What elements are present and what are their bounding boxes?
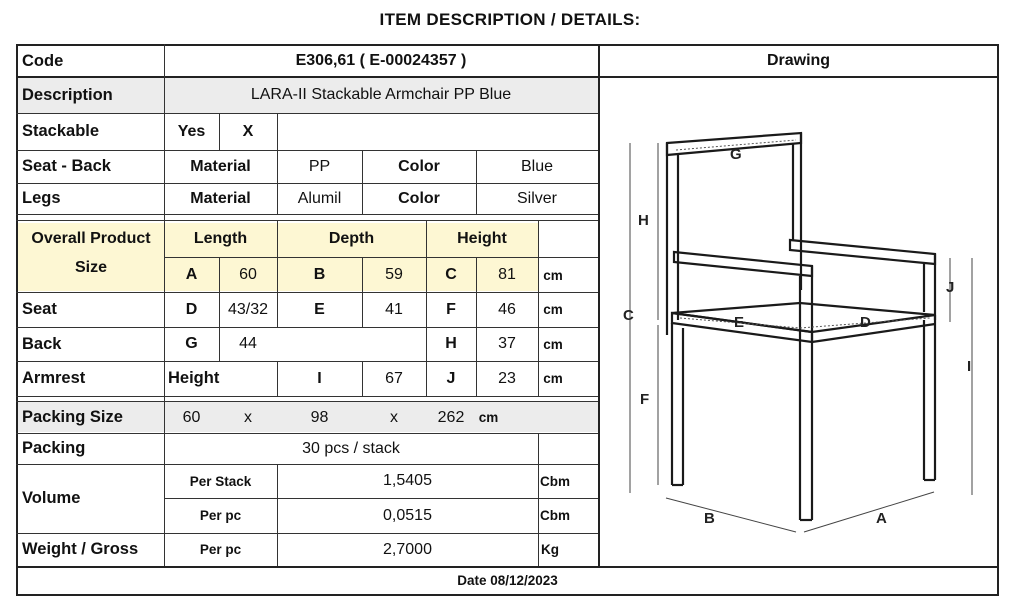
back-g-letter: G: [185, 335, 198, 352]
overall-label-1: Overall Product: [31, 230, 151, 247]
legs-material-label: Material: [190, 189, 251, 207]
seat-e-value: 41: [385, 300, 403, 318]
legs-color: Silver: [516, 189, 557, 207]
code-value: E306,61 ( E-00024357 ): [295, 52, 467, 69]
drawing-label-a: A: [876, 510, 887, 527]
volume-per-stack-unit: Cbm: [540, 473, 570, 489]
seat-back-label: Seat - Back: [22, 157, 111, 175]
dimension-b-line: [666, 498, 796, 532]
drawing-label-g: G: [730, 146, 742, 163]
overall-b-value: 59: [385, 266, 403, 283]
stackable-mark: X: [242, 122, 254, 140]
packing-size-unit: cm: [478, 410, 499, 425]
overall-a-letter: A: [185, 266, 198, 283]
volume-per-pc: 0,0515: [383, 506, 432, 524]
back-h-letter: H: [445, 335, 457, 352]
packing-size-v3: 262: [437, 408, 465, 426]
height-header: Height: [457, 230, 507, 247]
overall-c-letter: C: [445, 266, 457, 283]
overall-a-value: 60: [239, 266, 257, 283]
armrest-j-value: 23: [498, 369, 516, 387]
page-title: ITEM DESCRIPTION / DETAILS:: [379, 10, 641, 29]
packing-size-x1: x: [244, 408, 252, 426]
legs-material: Alumil: [297, 189, 342, 207]
drawing-header: Drawing: [766, 52, 831, 69]
packing-value: 30 pcs / stack: [302, 439, 400, 457]
weight-value: 2,7000: [383, 540, 432, 558]
stackable-yes: Yes: [177, 122, 206, 140]
packing-size-x2: x: [390, 408, 398, 426]
back-unit: cm: [543, 336, 563, 352]
drawing-label-b: B: [704, 510, 715, 527]
volume-per-pc-unit: Cbm: [540, 508, 570, 523]
overall-label-2: Size: [74, 259, 107, 276]
seat-d-letter: D: [185, 300, 198, 318]
length-header: Length: [193, 230, 248, 247]
overall-c-value: 81: [498, 266, 516, 283]
seat-label: Seat: [22, 300, 57, 318]
description-value: LARA-II Stackable Armchair PP Blue: [250, 86, 512, 103]
armrest-label: Armrest: [22, 369, 86, 387]
drawing-label-d: D: [860, 314, 871, 331]
seat-unit: cm: [543, 302, 563, 317]
packing-size-v2: 98: [310, 408, 329, 426]
drawing-label-h: H: [638, 212, 649, 229]
volume-per-stack: 1,5405: [383, 472, 432, 489]
code-label: Code: [22, 51, 64, 70]
weight-unit: Kg: [541, 542, 559, 557]
armrest-i-letter: I: [317, 369, 322, 387]
seat-f-letter: F: [446, 300, 456, 318]
description-label: Description: [22, 85, 113, 104]
seat-e-letter: E: [314, 300, 325, 318]
dimension-a-line: [804, 492, 934, 532]
back-g-value: 44: [239, 335, 257, 352]
packing-size-label: Packing Size: [22, 408, 123, 426]
armrest-height-label: Height: [168, 369, 220, 387]
drawing-label-c: C: [623, 307, 634, 324]
armrest-i-value: 67: [385, 369, 403, 387]
volume-per-stack-label: Per Stack: [189, 473, 252, 489]
legs-color-label: Color: [398, 189, 440, 207]
back-label: Back: [22, 334, 62, 353]
chair-drawing: [600, 80, 998, 535]
seat-back-material: PP: [308, 157, 331, 175]
date-footer: Date 08/12/2023: [457, 573, 558, 588]
drawing-label-e: E: [734, 314, 745, 331]
seat-back-material-label: Material: [190, 157, 251, 175]
armrest-unit: cm: [543, 371, 563, 386]
weight-per-pc-label: Per pc: [199, 542, 242, 557]
weight-label: Weight / Gross: [22, 540, 139, 558]
stackable-label: Stackable: [22, 122, 100, 140]
packing-label: Packing: [22, 439, 86, 457]
drawing-label-j: J: [946, 279, 955, 296]
seat-d-value: 43/32: [227, 300, 269, 318]
seat-f-value: 46: [498, 300, 516, 318]
depth-header: Depth: [328, 230, 375, 247]
drawing-label-f: F: [640, 391, 650, 408]
seat-back-color: Blue: [520, 157, 554, 175]
armrest-front: [674, 252, 812, 276]
overall-unit: cm: [543, 267, 563, 283]
drawing-label-i: I: [967, 358, 972, 375]
volume-per-pc-label: Per pc: [199, 508, 242, 523]
seat-back-color-label: Color: [398, 157, 440, 175]
overall-b-letter: B: [313, 266, 326, 283]
packing-size-v1: 60: [182, 408, 201, 426]
armrest-j-letter: J: [446, 369, 456, 387]
volume-label: Volume: [22, 489, 81, 507]
legs-label: Legs: [22, 189, 61, 207]
back-h-value: 37: [498, 335, 516, 352]
